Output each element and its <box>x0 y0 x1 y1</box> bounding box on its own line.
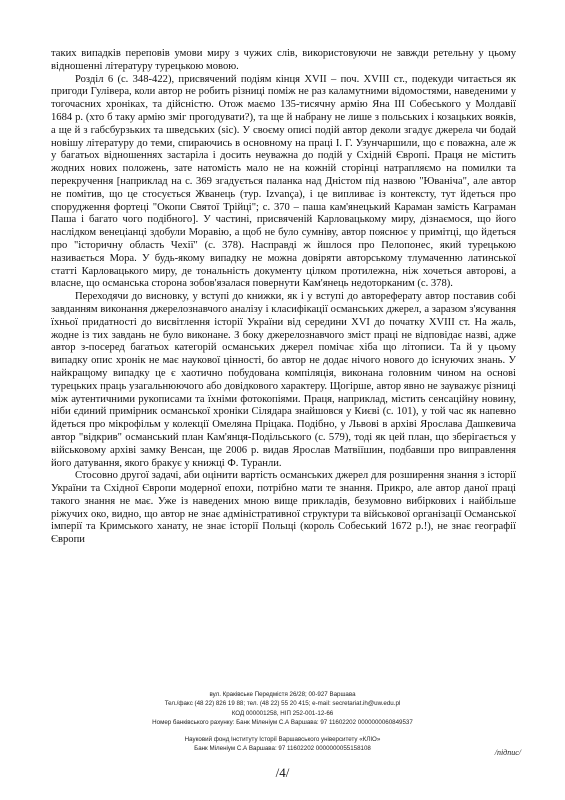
footer-foundation-bank: Банк Міленіум С.А Варшава: 97 11602202 0000000055158108 <box>194 745 371 753</box>
footer-gap <box>40 728 525 735</box>
footer-address: вул. Краківське Передмістя 26/28; 00-927 Варшава <box>209 691 356 698</box>
paragraph-2: Розділ 6 (с. 348-422), присвячений подіям кінця XVII – поч. XVIII ст., подекуди читається як пригоди Гулівера, коли автор не робить різниці поміж не раз каламутними відомостями, наведеними у тогочасних хроніках, та дійсністю. Отож маємо 135-тисячну армію Яна III Собеського у Молдавії 1684 р. (хто б таку армію зміг прогодувати?), та ще й набрану не лише з польських і козацьких вояків, а ще й з габсбурзьких та шведських (sic). У своєму описі подій автор деколи згадує джерела чи бодай новішу літературу до теми, спираючись в основному на праці І. Г. Узунчаршили, що є поважна, але ж у багатьох відношеннях застаріла і досить неуважна до подій у Східній Європі. Праця не містить жодних нових положень, зате натомість мало не на кожній сторінці натрапляємо на помилки та перекручення [наприклад на с. 369 згадується паланка над Дністом під назвою "Юваніча", але автор не помітив, що це стосується Жванець (тур. Izvança), і це випливає із контексту, тут йдеться про спорудження фортеці "Окопи Святої Трійці"; с. 370 – паша кам'янецький Караман замість Каграман Паша і багато чого подібного]. У частині, присвяченій Карловацькому миру, дізнаємося, що його наслідком венеціанці здобули Моравію, а щоб не було сумніву, автор пояснює у примітці, що йдеться про "історичну область Чехії" (с. 378). Насправді ж йшлося про Пелопонес, який турецькою називається Мора. У будь-якому випадку не можна довіряти авторському тлумаченню латинської статті Карловацького миру, де тональність документу цілком протилежна, ніж хочеться авторові, а власне, що османська сторона зобов'язалася повернути Кам'янець недоторканим (с. 378). <box>51 73 516 290</box>
signature-label: /підпис/ <box>494 748 521 757</box>
page-number: /4/ <box>275 765 290 780</box>
footer-foundation: Науковий фонд Інституту Історії Варшавського університету «КЛІО» <box>184 735 381 743</box>
article-body <box>51 48 516 547</box>
letterhead-footer <box>40 690 525 753</box>
paragraph-3: Переходячи до висновку, у вступі до книжки, як і у вступі до автореферату автор поставив собі завданням виконання джерелознавчого аналізу і класифікації османських джерел, а заразом з'ясування їхньої придатності до висвітлення історії України від середини XVI до початку XVIII ст. На жаль, жодне із тих завдань не було виконане. З боку джерелознавчого зміст праці не відповідає назві, адже автор з-посеред багатьох категорій османських джерел помічає хіба що літописи. Та й у цьому випадку опис хронік не має наукової цінності, бо автор не додає нічого нового до існуючих знань. У найкращому випадку це є хаотично побудована компіляція, виконана головним чином на основі турецьких праць узагальнюючого або довідкового характеру. Щогірше, автор явно не зауважує різниці між аутентичними рукописами та їхніми фотокопіями. Праця, наприклад, містить сенсаційну новину, ніби єдиний примірник османської хроніки Сілядара знайшовся у Києві (с. 101), у той час як напевно йдеться про мікрофільм у колекції Омеляна Пріцака. Подібно, у Львові в архіві Ярослава Дашкевича автор "відкрив" османський план Кам'янця-Подільського (с. 579), тоді як цей план, що зберігається у військовому архіві замку Венсан, ще 2006 р. видав Ярослав Матвіїшин, подбавши про виправлення його датування, якого бракує у книжці Ф. Туранли. <box>51 291 516 469</box>
paragraph-4: Стосовно другої задачі, аби оцінити вартість османських джерел для розширення знання з історії України та Східної Європи модерної епохи, потрібно мати те знання. Прикро, але автор даної праці такого знання не має. Уже із наведених мною вище прикладів, безумовно вибіркових і найбільше ріжучих око, видно, що автор не знає адміністративної структури та військової організації Османської імперії та Кримського ханату, не знає історії Польщі (король Собеський 1672 р.!), не знає географії Європи <box>51 470 516 546</box>
footer-bank-account: Номер банківського рахунку: Банк Міленіум С.А Варшава: 97 11602202 0000000060849537 <box>152 719 413 727</box>
footer-contacts: Тел./факс (48 22) 826 19 88; тел. (48 22) 55 20 415; e-mail: secretariat.ih@uw.edu.pl <box>164 700 401 708</box>
footer-codes: КОД 000001258, НІП 252-001-12-66 <box>231 709 334 717</box>
paragraph-1: таких випадків переповів умови миру з чужих слів, використовуючи не завжди ретельну у цьому відношенні літературу турецькою мовою. <box>51 48 516 72</box>
